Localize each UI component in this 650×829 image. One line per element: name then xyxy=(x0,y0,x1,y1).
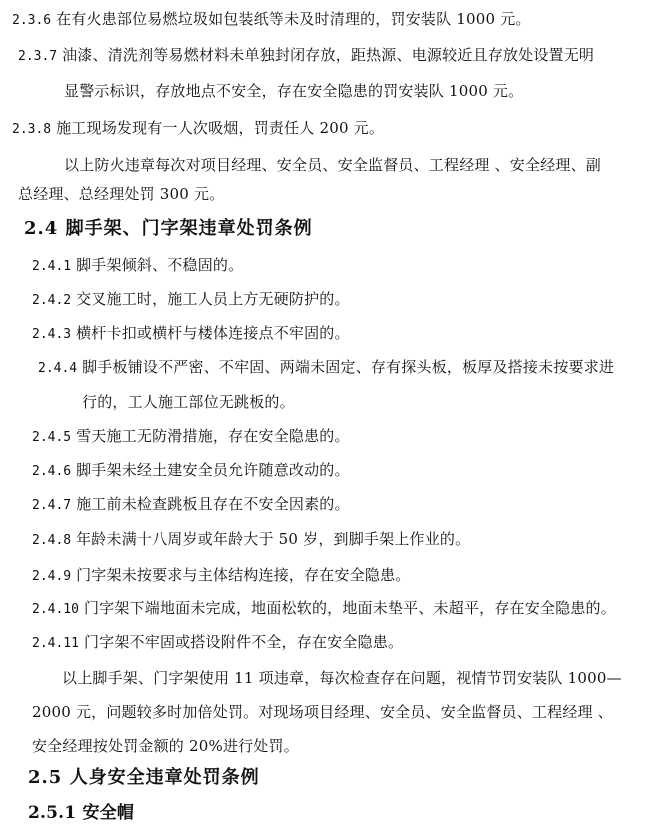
clause-number: 2.3.7 xyxy=(18,49,58,64)
section-title: 人身安全违章处罚条例 xyxy=(69,767,260,788)
clause-number: 2.3.8 xyxy=(12,122,52,137)
subsection-number: 2.5.1 xyxy=(28,803,77,823)
clause-2-4-4-continued xyxy=(82,391,295,413)
fire-penalty-summary-continued xyxy=(18,183,224,205)
clause-number: 2.4.4 xyxy=(38,361,78,376)
clause-number: 2.4.1 xyxy=(32,259,72,274)
clause-2-4-10 xyxy=(32,597,616,621)
paragraph-text: 以上防火违章每次对项目经理、安全员、安全监督员、工程经理 、安全经理、副 xyxy=(64,156,601,174)
section-heading-2-4 xyxy=(24,216,313,242)
clause-number: 2.4.5 xyxy=(32,430,72,445)
clause-number: 2.4.11 xyxy=(32,636,79,651)
clause-text: 脚手架未经土建安全员允许随意改动的。 xyxy=(76,461,350,479)
clause-text: 交叉施工时，施工人员上方无硬防护的。 xyxy=(76,290,350,308)
scaffold-penalty-summary-continued-2 xyxy=(32,735,299,757)
clause-text: 施工前未检查跳板且存在不安全因素的。 xyxy=(76,495,350,513)
clause-text: 脚手架倾斜、不稳固的。 xyxy=(76,256,244,274)
clause-2-4-7 xyxy=(32,493,350,517)
clause-text: 行的，工人施工部位无跳板的。 xyxy=(82,393,295,411)
section-heading-2-5 xyxy=(28,765,260,791)
clause-number: 2.3.6 xyxy=(12,13,52,28)
clause-2-4-2 xyxy=(32,288,350,312)
clause-text: 门字架下端地面未完成，地面松软的，地面未垫平、未超平，存在安全隐患的。 xyxy=(83,599,616,617)
clause-number: 2.4.9 xyxy=(32,569,72,584)
clause-2-3-6 xyxy=(12,8,531,32)
clause-text: 显警示标识，存放地点不安全，存在安全隐患的罚安装队 1000 元。 xyxy=(64,82,524,100)
subsection-title: 安全帽 xyxy=(82,803,135,823)
clause-2-4-11 xyxy=(32,631,403,655)
clause-2-4-3 xyxy=(32,322,350,346)
scaffold-penalty-summary xyxy=(62,667,622,689)
clause-2-4-8 xyxy=(32,528,470,552)
clause-2-4-5 xyxy=(32,425,350,449)
clause-2-4-1 xyxy=(32,254,243,278)
paragraph-text: 以上脚手架、门字架使用 11 项违章，每次检查存在问题，视情节罚安装队 1000— xyxy=(62,669,622,687)
clause-number: 2.4.8 xyxy=(32,533,72,548)
clause-text: 施工现场发现有一人次吸烟，罚责任人 200 元。 xyxy=(56,119,385,137)
clause-2-4-4 xyxy=(38,356,614,380)
section-number: 2.5 xyxy=(28,767,63,788)
clause-2-3-8 xyxy=(12,117,384,141)
paragraph-text: 2000 元，问题较多时加倍处罚。对现场项目经理、安全员、安全监督员、工程经理 、 xyxy=(32,703,613,721)
scaffold-penalty-summary-continued-1 xyxy=(32,701,613,723)
clause-number: 2.4.10 xyxy=(32,602,79,617)
paragraph-text: 安全经理按处罚金额的 20%进行处罚。 xyxy=(32,737,299,755)
clause-number: 2.4.3 xyxy=(32,327,72,342)
clause-text: 在有火患部位易燃垃圾如包装纸等未及时清理的，罚安装队 1000 元。 xyxy=(56,10,531,28)
clause-text: 横杆卡扣或横杆与楼体连接点不牢固的。 xyxy=(76,324,350,342)
clause-number: 2.4.7 xyxy=(32,498,72,513)
paragraph-text: 总经理、总经理处罚 300 元。 xyxy=(18,185,225,203)
clause-text: 年龄未满十八周岁或年龄大于 50 岁，到脚手架上作业的。 xyxy=(76,530,471,548)
clause-text: 脚手板铺设不严密、不牢固、两端未固定、存有探头板，板厚及搭接未按要求进 xyxy=(82,358,615,376)
clause-2-4-6 xyxy=(32,459,350,483)
fire-penalty-summary xyxy=(64,154,601,176)
clause-number: 2.4.2 xyxy=(32,293,72,308)
clause-text: 雪天施工无防滑措施，存在安全隐患的。 xyxy=(76,427,350,445)
subsection-heading-2-5-1 xyxy=(28,800,134,826)
section-number: 2.4 xyxy=(24,218,59,239)
clause-2-3-7-continued xyxy=(64,80,523,102)
clause-text: 油漆、清洗剂等易燃材料未单独封闭存放，距热源、电源较近且存放处设置无明 xyxy=(62,46,595,64)
clause-text: 门字架未按要求与主体结构连接，存在安全隐患。 xyxy=(76,566,411,584)
clause-2-4-9 xyxy=(32,564,411,588)
clause-text: 门字架不牢固或搭设附件不全，存在安全隐患。 xyxy=(83,633,404,651)
section-title: 脚手架、门字架违章处罚条例 xyxy=(65,218,313,239)
clause-number: 2.4.6 xyxy=(32,464,72,479)
clause-2-3-7 xyxy=(18,44,594,68)
